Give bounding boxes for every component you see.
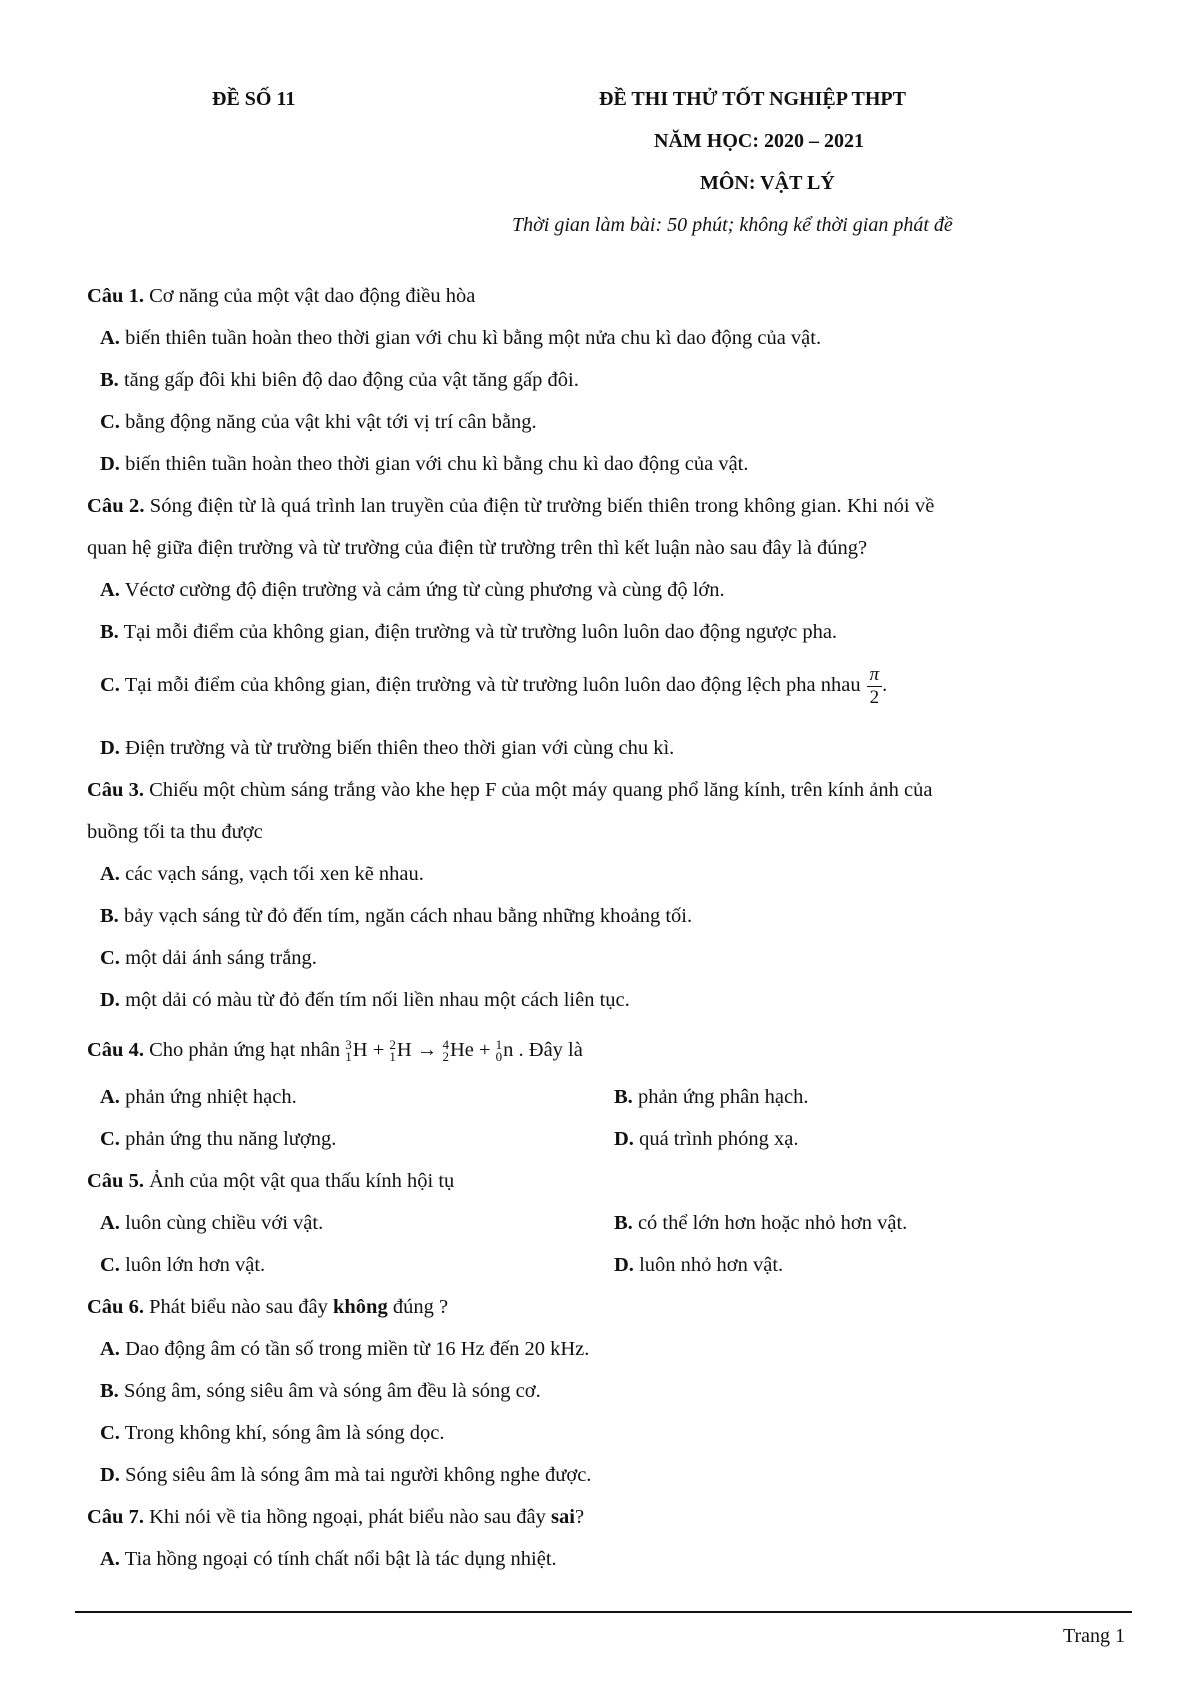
question-7: Câu 7. Khi nói về tia hồng ngoại, phát biểu nào sau đây sai? xyxy=(87,1506,585,1528)
question-3 xyxy=(87,777,932,803)
question-2-cont: quan hệ giữa điện trường và từ trường của điện từ trường trên thì kết luận nào sau đây là đúng? xyxy=(87,537,868,559)
q4-option-b: B. phản ứng phân hạch. xyxy=(614,1086,809,1108)
question-label: Câu 7. xyxy=(87,1506,144,1528)
question-text: Sóng điện từ là quá trình lan truyền của điện từ trường biến thiên trong không gian. Khi nói về xyxy=(144,495,935,517)
question-6: Câu 6. Phát biểu nào sau đây không đúng ? xyxy=(87,1296,449,1318)
q1-option-d: D. biến thiên tuần hoàn theo thời gian với chu kì bằng chu kì dao động của vật. xyxy=(100,453,749,475)
q3-option-a: A. các vạch sáng, vạch tối xen kẽ nhau. xyxy=(100,863,424,885)
emphasis-word: sai xyxy=(551,1506,575,1528)
q2-option-c: C. Tại mỗi điểm của không gian, điện trường và từ trường luôn luôn dao động lệch pha nhau $\frac{\pi}{2}$ . xyxy=(100,664,888,708)
school-year: NĂM HỌC: 2020 – 2021 xyxy=(654,130,864,152)
q5-option-b: B. có thể lớn hơn hoặc nhỏ hơn vật. xyxy=(614,1212,908,1234)
q6-option-c: C. Trong không khí, sóng âm là sóng dọc. xyxy=(100,1422,445,1444)
q1-option-b: B. tăng gấp đôi khi biên độ dao động của vật tăng gấp đôi. xyxy=(100,369,579,391)
q4-option-c: C. phản ứng thu năng lượng. xyxy=(100,1128,337,1150)
q4-option-d: D. quá trình phóng xạ. xyxy=(614,1128,799,1150)
question-label: Câu 1. xyxy=(87,285,144,307)
exam-number: ĐỀ SỐ 11 xyxy=(212,88,296,110)
fraction-pi-over-2: $\frac{\pi}{2}$ xyxy=(867,664,883,709)
q6-option-b: B. Sóng âm, sóng siêu âm và sóng âm đều là sóng cơ. xyxy=(100,1380,541,1402)
exam-title: ĐỀ THI THỬ TỐT NGHIỆP THPT xyxy=(599,88,906,110)
question-text: Khi nói về tia hồng ngoại, phát biểu nào sau đây xyxy=(143,1506,552,1528)
nuclear-reaction: 3 1 H + 2 1 H → 4 2 He + 1 0 n xyxy=(345,1037,514,1065)
question-label: Câu 6. xyxy=(87,1296,144,1318)
question-label: Câu 3. xyxy=(87,779,144,801)
question-label: Câu 4. xyxy=(87,1039,144,1061)
q4-option-a: A. phản ứng nhiệt hạch. xyxy=(100,1086,297,1108)
q2-option-b: B. Tại mỗi điểm của không gian, điện trường và từ trường luôn luôn dao động ngược pha. xyxy=(100,621,838,643)
question-text: Phát biểu nào sau đây xyxy=(143,1296,333,1318)
q3-option-d: D. một dải có màu từ đỏ đến tím nối liền nhau một cách liên tục. xyxy=(100,989,630,1011)
page-number: Trang 1 xyxy=(1062,1625,1125,1647)
q6-option-d: D. Sóng siêu âm là sóng âm mà tai người không nghe được. xyxy=(100,1464,592,1486)
question-text: Chiếu một chùm sáng trắng vào khe hẹp F của một máy quang phổ lăng kính, trên kính ảnh của xyxy=(143,779,933,801)
q6-option-a: A. Dao động âm có tần số trong miền từ 16 Hz đến 20 kHz. xyxy=(100,1338,590,1360)
q5-option-d: D. luôn nhỏ hơn vật. xyxy=(614,1254,784,1276)
question-text: Ảnh của một vật qua thấu kính hội tụ xyxy=(143,1170,455,1192)
q5-option-a: A. luôn cùng chiều với vật. xyxy=(100,1212,324,1234)
question-label: Câu 2. xyxy=(87,495,145,517)
subject: MÔN: VẬT LÝ xyxy=(700,172,835,194)
time-note: Thời gian làm bài: 50 phút; không kể thời gian phát đề xyxy=(512,214,953,236)
q5-option-c: C. luôn lớn hơn vật. xyxy=(100,1254,266,1276)
q3-option-b: B. bảy vạch sáng từ đỏ đến tím, ngăn cách nhau bằng những khoảng tối. xyxy=(100,905,693,927)
q7-option-a: A. Tia hồng ngoại có tính chất nổi bật là tác dụng nhiệt. xyxy=(100,1548,557,1570)
q1-option-a: A. biến thiên tuần hoàn theo thời gian với chu kì bằng một nửa chu kì dao động của vật. xyxy=(100,327,822,349)
footer-divider xyxy=(75,1611,1132,1613)
q2-option-a: A. Véctơ cường độ điện trường và cảm ứng từ cùng phương và cùng độ lớn. xyxy=(100,579,725,601)
question-5 xyxy=(87,1168,454,1194)
question-4: Câu 4. Cho phản ứng hạt nhân 3 1 H + 2 1 H → 4 2 He + 1 0 n . Đây là xyxy=(87,1037,583,1065)
emphasis-word: không xyxy=(332,1296,388,1318)
question-text: Cơ năng của một vật dao động điều hòa xyxy=(143,285,476,307)
q1-option-c: C. bằng động năng của vật khi vật tới vị trí cân bằng. xyxy=(100,411,537,433)
arrow-icon: → xyxy=(411,1039,443,1061)
q2-option-d: D. Điện trường và từ trường biến thiên theo thời gian với cùng chu kì. xyxy=(100,737,675,759)
question-2 xyxy=(87,493,934,519)
question-1 xyxy=(87,283,475,309)
question-label: Câu 5. xyxy=(87,1170,144,1192)
q3-option-c: C. một dải ánh sáng trắng. xyxy=(100,947,317,969)
question-text: Cho phản ứng hạt nhân xyxy=(143,1039,346,1061)
question-3-cont: buồng tối ta thu được xyxy=(87,821,263,843)
